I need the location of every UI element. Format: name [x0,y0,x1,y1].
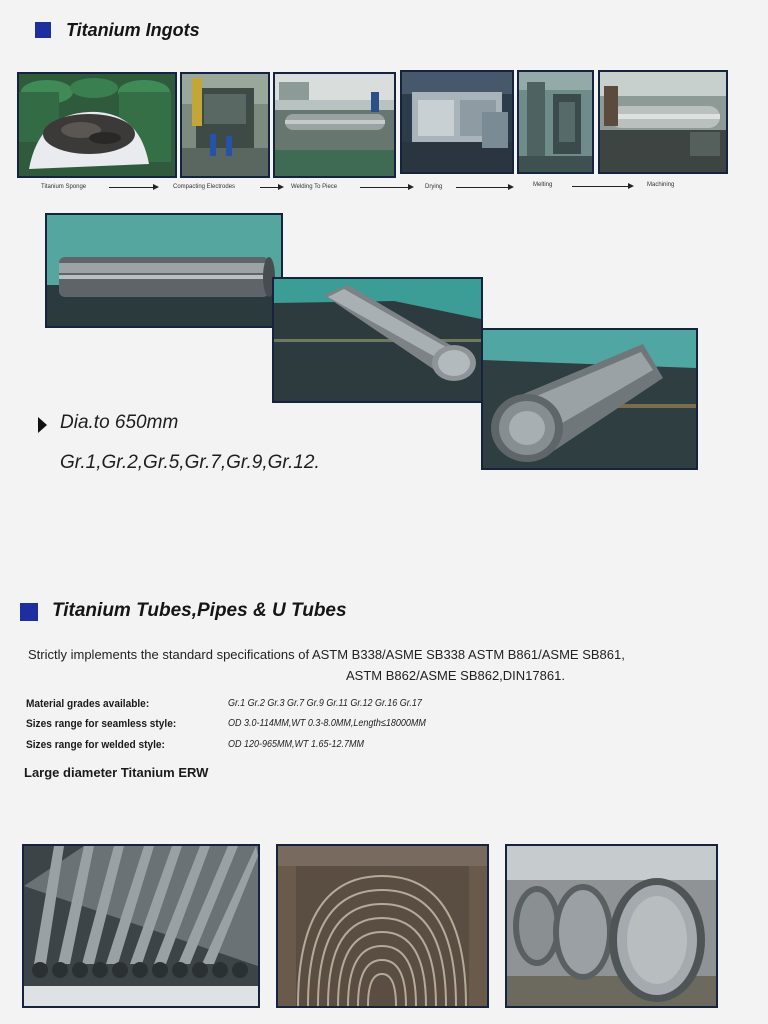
bullet-triangle-icon [38,417,47,433]
process-arrow [572,186,632,187]
tubes-title: Titanium Tubes,Pipes & U Tubes [52,600,347,621]
ingot-grades: Gr.1,Gr.2,Gr.5,Gr.7,Gr.9,Gr.12. [60,452,320,473]
spec-label-seamless: Sizes range for seamless style: [26,718,177,730]
spec-value-welded: OD 120-965MM,WT 1.65-12.7MM [228,739,365,750]
spec-label-welded: Sizes range for welded style: [26,739,165,751]
process-arrow [360,187,412,188]
photo-tubes-bundle [22,844,260,1008]
ingots-title: Titanium Ingots [66,20,200,40]
process-arrow [109,187,157,188]
photo-melting [517,70,594,174]
photo-u-tubes [276,844,489,1008]
photo-ingot-2 [272,277,483,403]
photo-drying [400,70,514,174]
photo-ingot-3 [481,328,698,470]
step-label-compacting-electrodes: Compacting Electrodes [173,184,236,190]
photo-ingot-1 [45,213,283,328]
standard-line-2: ASTM B862/ASME SB862,DIN17861. [346,668,565,683]
spec-label-material-grades: Material grades available: [26,698,150,710]
erw-caption: Large diameter Titanium ERW [24,765,209,780]
step-label-machining: Machining [647,182,675,188]
photo-large-diameter-erw [505,844,718,1008]
step-label-melting: Melting [533,182,553,188]
standard-line-1: Strictly implements the standard specifications of ASTM B338/ASME SB338 ASTM B861/ASME SB861, [28,647,625,662]
process-arrow [260,187,282,188]
spec-value-seamless: OD 3.0-114MM,WT 0.3-8.0MM,Length≤18000MM [228,718,426,729]
spec-value-material-grades: Gr.1 Gr.2 Gr.3 Gr.7 Gr.9 Gr.11 Gr.12 Gr.16 Gr.17 [228,698,422,709]
section-marker-square [35,22,51,38]
step-label-welding-to-piece: Welding To Piece [291,184,338,190]
process-arrow [456,187,512,188]
photo-titanium-sponge [17,72,177,178]
section-marker-square [20,603,38,621]
photo-machining [598,70,728,174]
step-label-titanium-sponge: Titanium Sponge [41,184,87,190]
photo-welding-to-piece [273,72,396,178]
ingot-diameter: Dia.to 650mm [60,412,179,433]
step-label-drying: Drying [425,184,443,190]
photo-compacting-electrodes [180,72,270,178]
